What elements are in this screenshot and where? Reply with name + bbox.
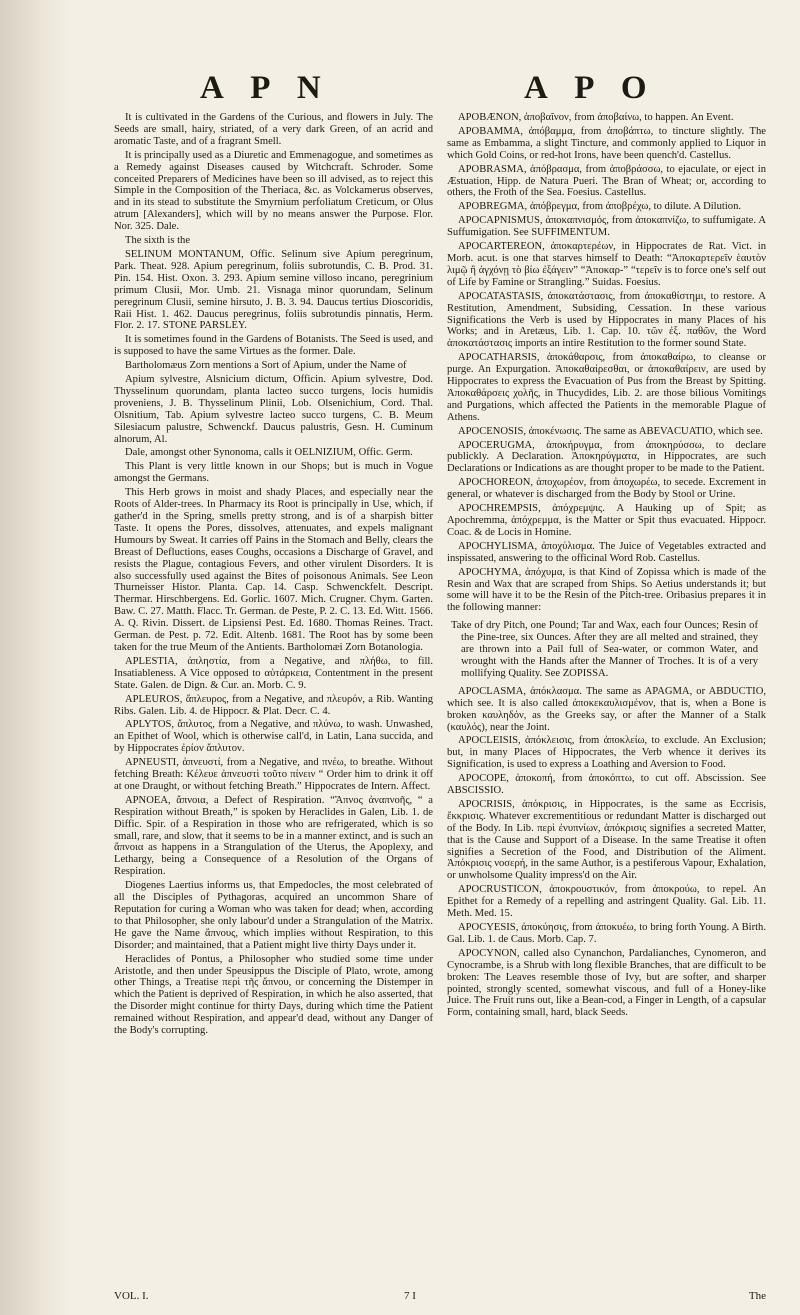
dictionary-entry: APLEUROS, ἄπλευρος, from a Negative, and πλευρόν, a Rib. Wanting Ribs. Galen. Lib. 4. de Hippocr. & Plat. Decr. C. 4. <box>114 693 433 717</box>
dictionary-entry: APOBAMMA, ἀπόβαμμα, from ἀποβάπτω, to tincture slightly. The same as Embamma, a slight Tincture, and commonly applied to Liquor in which Gold Coins, or red-hot Irons, have been quench'd. Castellus. <box>447 125 766 161</box>
dictionary-entry: APOCATHARSIS, ἀποκάθαρσις, from ἀποκαθαίρω, to cleanse or purge. An Expurgation. Ἀποκαθαίρεσθαι, or ἀποκαθαίρειν, are used by Hippocrates to express the Evacuation of Pus from the Breast by Spitting. Ἀποκαθάρσεις χολῆς, in Thucydides, Lib. 2. are those bilious Vomitings and Purgations, which affected the Patients in the memorable Plague of Athens. <box>447 352 766 423</box>
left-column <box>114 112 433 1292</box>
dictionary-entry: APOCENOSIS, ἀποκένωσις. The same as ABEVACUATIO, which see. <box>458 425 763 437</box>
text-columns <box>114 112 766 1292</box>
right-column <box>447 112 766 1292</box>
paragraph: Bartholomæus Zorn mentions a Sort of Apium, under the Name of <box>125 360 407 372</box>
dictionary-entry: APNEUSTI, ἀπνευστί, from a Negative, and πνέω, to breathe. Without fetching Breath: Κέλευε ἀπνευστὶ τοῦτο πίνειν “ Order him to drink it off at one Draught, or without fetching Breath.” Hippocrates de Intern. Affect. <box>114 757 433 792</box>
catchword: The <box>748 1290 766 1302</box>
page-footer <box>114 1290 766 1306</box>
dictionary-entry: APOCERUGMA, ἀποκήρυγμα, from ἀποκηρύσσω, to declare publickly. A Declaration. Ἀποκηρύγματα, in Hippocrates, are such Declarations or Indications as are thought proper to be made to the Patient. <box>447 439 766 475</box>
paragraph: This Herb grows in moist and shady Places, and especially near the Roots of Alder-trees. In Pharmacy its Root is principally in Use, which, if gather'd in the Spring, smells pretty strong, and is of a sharpish bitter Taste. It opens the Pores, dissolves, attenuates, and expels malignant Humours by Sweat. It carries off Pains in the Stomach and Belly, clears the Breast of Defluctions, eases Coughs, occasions a Discharge of Gravel, and resists the Plague, contagious Fevers, and other virulent Disorders. It is also successfully used against the Bites of poisonous Animals. See Leon Thurneisser Histor. Planta. Cap. 14. Casp. Schwenckfelt. Descript. Thermar. Hirschbergens. Ed. Gorlic. 1607. Mich. Crugner. Chym. Garten. Baw. C. 27. Matth. Flacc. Tr. German. de Peste, P. 2. C. 13. Ed. Witt. 1566. A. Q. Rivin. Dissert. de Lipsiensi Pest. Ed. 1680. Thomas Reines. Tract. German. de Pest. p. 72. Edit. Altenb. 1681. The Root has by some been taken for the true Meum of the Antients. Bartholomæi Zorn Botanologia. <box>114 487 433 653</box>
dictionary-entry: APOCAPNISMUS, ἀποκαπνισμός, from ἀποκαπνίζω, to suffumigate. A Suffumigation. See SUFFIMENTUM. <box>447 215 766 239</box>
dictionary-entry: APOCLEISIS, ἀπόκλεισις, from ἀποκλείω, to exclude. An Exclusion; but, in many Places of Hippocrates, the Verb whence it derives its Signification, is used to express a Loathing and Aversion to Food. <box>447 735 766 771</box>
volume-label: VOL. I. <box>114 1290 149 1302</box>
paragraph: Heraclides of Pontus, a Philosopher who studied some time under Aristotle, and then under Speusippus the Disciple of Plato, wrote, among other Things, a Treatise περὶ τῆς ἄπνου, or concerning the Distemper in which the Patient is deprived of Respiration, in which he also asserted, that the Disorder might continue for thirty Days, during which time the Patient remained without Respiration, and appear'd dead, without any Danger of the Body's corrupting. <box>114 953 433 1037</box>
paragraph: The sixth is the <box>125 235 191 247</box>
dictionary-entry: APOCLASMA, ἀπόκλασμα. The same as APAGMA, or ABDUCTIO, which see. It is also called ἀποκεκαυλισμένον, that is, when a Bone is broken καυληδόν, as the Greeks say, or after the Manner of a Stalk (καυλός), near the Joint. <box>447 685 766 733</box>
dictionary-entry: APLESTIA, ἀπληστία, from a Negative, and πλήθω, to fill. Insatiableness. A Vice opposed to αὐτάρκεια, Contentment in the present State. Galen. de Dign. & Cur. an. Morb. C. 9. <box>114 655 433 691</box>
dictionary-entry: APOCYESIS, ἀποκύησις, from ἀποκυέω, to bring forth Young. A Birth. Gal. Lib. 1. de Caus. Morb. Cap. 7. <box>447 922 766 945</box>
dictionary-entry: APLYTOS, ἄπλυτος, from a Negative, and πλύνω, to wash. Unwashed, an Epithet of Wool, which is otherwise call'd, in Latin, Lana succida, and by Hippocrates ἐρίον ἄπλυτον. <box>114 719 433 755</box>
paragraph: SELINUM MONTANUM, Offic. Selinum sive Apium peregrinum, Park. Theat. 928. Apium peregrinum, foliis subrotundis, C. B. Prod. 31. Pin. 154. Hist. Oxon. 3. 293. Apium semine villoso incano, peregrinium primum Clusii, Mor. Umb. 21. Visnaga minor quorundam, Selinum peregrinum Clusii, semine hirsuto, J. B. 3. 94. Daucus tertius Dioscoridis, Raii Hist. 1. 462. Daucus peregrinus, foliis subrotundis pinnatis, Herm. Flor. 2. 17. STONE PARSLEY. <box>114 248 433 332</box>
dictionary-entry: APOCRUSTICON, ἀποκρουστικόν, from ἀποκρούω, to repel. An Epithet for a Remedy of a repelling and astringent Quality. Gal. Lib. 11. Meth. Med. 15. <box>447 884 766 920</box>
page-header <box>114 70 766 110</box>
paragraph: Diogenes Laertius informs us, that Empedocles, the most celebrated of all the Disciples of Pythagoras, acquired an uncommon Share of Reputation for curing a Woman who was taken for dead; when, according to that Philosopher, she only labour'd under a Strangulation of the Matrix. He gave the Name ἄπνους, which implies without Respiration, to this Disorder; and maintained, that a Patient might live thirty Days under it. <box>114 880 433 951</box>
dictionary-entry: APOCHYMA, ἀπόχυμα, is that Kind of Zopissa which is made of the Resin and Wax that are scraped from Ships. So Aetius understands it; but some will have it to be the Resin of the Pitch-tree. Oribasius prepares it in the following manner: <box>447 566 766 614</box>
recipe-block: Take of dry Pitch, one Pound; Tar and Wax, each four Ounces; Resin of the Pine-tree, six Ounces. After they are all melted and strained, they are thrown into a Pail full of Sea-water, or common Water, and wrought with the Hands after the Manner of Troches. It is of a very mollifying Quality. See ZOPISSA. <box>451 620 758 679</box>
signature-mark: 7 I <box>404 1290 416 1302</box>
dictionary-entry: APNOEA, ἄπνοια, a Defect of Respiration. “Ἄπνος ἀναπνοῆς, “ a Respiration without Breath,” is spoken by Heraclides in Galen, Lib. 1. de Diffic. Spir. of a Respiration in those who are refrigerated, which is so small, rare, and slow, that it seems to be in a manner extinct, and is such an ἄπνοια as happens in a Strangulation of the Uterus, the Apoplexy, and Lethargy, being a Consequence of a Resolution of the Organs of Respiration. <box>114 794 433 878</box>
paragraph: Apium sylvestre, Alsnicium dictum, Officin. Apium sylvestre, Dod. Thysselinum quorundam, planta lacteo succo turgens, locis humidis proveniens, J. B. Thysselinum Plinii, Lob. Olsenichium, Cord. Thal. Olsnitium, Tab. Apium sylvestre lacteo succo turgens, C. B. Meum Silesiacum palustre, Schwenckf. Daucus palustris, Gesn. H. Cuminum alnorum, Al. <box>114 374 433 445</box>
paragraph: It is principally used as a Diuretic and Emmenagogue, and sometimes as a Remedy against Diseases caused by Witchcraft. Schroder. Some conceited Preparers of Medicines have been so ill advised, as to reject this Simple in the Composition of the Theriaca, &c. as Volckamerus observes, and in its stead to substitute the Smyrnium perfoliatum Creticum, or Olus atrum [Alexanders], which will by no means answer the Purpose. Flor. Nor. 325. Dale. <box>114 149 433 233</box>
paragraph: It is cultivated in the Gardens of the Curious, and flowers in July. The Seeds are small, hairy, striated, of a very dark Green, of an acrid and aromatic Taste, and of a fragrant Smell. <box>114 112 433 147</box>
dictionary-entry: APOCATASTASIS, ἀποκατάστασις, from ἀποκαθίστημι, to restore. A Restitution, Amendment, Subsiding, Cessation. In these various Significations the Verb is used by Hippocrates in many Places of his Works; and in Aretæus, Lib. 1. Cap. 10. τῶν ἐξ. παθῶν, the Word ἀποκατάστασις imports an intire Restitution to the former sound State. <box>447 290 766 350</box>
running-head-left: A P N <box>200 70 331 106</box>
page-gutter-shadow <box>0 0 70 1315</box>
paragraph: Dale, amongst other Synonoma, calls it OELNIZIUM, Offic. Germ. <box>125 447 413 459</box>
running-head-right: A P O <box>524 70 657 106</box>
dictionary-entry: APOBREGMA, ἀπόβρεγμα, from ἀποβρέχω, to dilute. A Dilution. <box>458 201 742 213</box>
paragraph: This Plant is very little known in our Shops; but is much in Vogue amongst the Germans. <box>114 461 433 485</box>
dictionary-entry: APOBRASMA, ἀπόβρασμα, from ἀποβράσσω, to ejaculate, or eject in Æstuation, Hipp. de Natura Pueri. The Bran of Wheat; or, according to others, the Froth of the Sea. Foesius. Castellus. <box>447 163 766 199</box>
dictionary-entry: APOBÆNON, ἀποβαῖνον, from ἀποβαίνω, to happen. An Event. <box>458 112 734 123</box>
dictionary-entry: APOCHOREON, ἀποχωρέον, from ἀποχωρέω, to secede. Excrement in general, or whatever is discharged from the Body by Stool or Urine. <box>447 477 766 501</box>
dictionary-entry: APOCHREMPSIS, ἀπόχρεμψις. A Hauking up of Spit; as Apochremma, ἀπόχρεμμα, is the Matter or Spit thus evacuated. Hippocr. Coac. & de Locis in Homine. <box>447 503 766 538</box>
dictionary-entry: APOCHYLISMA, ἀποχύλισμα. The Juice of Vegetables extracted and inspissated, answering to the officinal Word Rob. Castellus. <box>447 540 766 564</box>
paragraph: It is sometimes found in the Gardens of Botanists. The Seed is used, and is supposed to have the same Virtues as the former. Dale. <box>114 334 433 358</box>
dictionary-entry: APOCOPE, ἀποκοπή, from ἀποκόπτω, to cut off. Abscission. See ABSCISSIO. <box>447 773 766 797</box>
dictionary-entry: APOCRISIS, ἀπόκρισις, in Hippocrates, is the same as Eccrisis, ἔκκρισις. Whatever excrementitious or redundant Matter is discharged out of the Body. In Lib. περὶ ἐνυπνίων, ἀπόκρισις signifies a secreted Matter, that is the Cause and Support of a Disease. In the same Treatise it often signifies a Secretion of the Food, and Distribution of the Aliment. Ἀπόκρισις νοσερή, in the same Author, is a pestiferous Vapour, Exhalation, or unwholsome Quality impress'd on the Air. <box>447 798 766 882</box>
dictionary-entry: APOCARTEREON, ἀποκαρτερέων, in Hippocrates de Rat. Vict. in Morb. acut. is one that starves himself to Death: “Ἀποκαρτερεῖν ἑαυτὸν λιμῷ ἢ ἀγχόνῃ τὸ βίω ἐξάγειν” “Ἀποκαρ-” “τερεῖν is to force one's self out of Life by Famine or Strangling.” Suidas. Foesius. <box>447 241 766 288</box>
dictionary-entry: APOCYNON, called also Cynanchon, Pardalianches, Cynomeron, and Cynocrambe, is a Shrub with long flexible Branches, that are difficult to be broken: The Leaves resemble those of Ivy, but are softer, and sharper pointed, strongly scented, somewhat viscous, and full of a Honey-like Juice. The Fruit runs out, like a Bean-cod, a Finger in Length, of a capsular Form, containing small, hard, black Seeds. <box>447 947 766 1019</box>
